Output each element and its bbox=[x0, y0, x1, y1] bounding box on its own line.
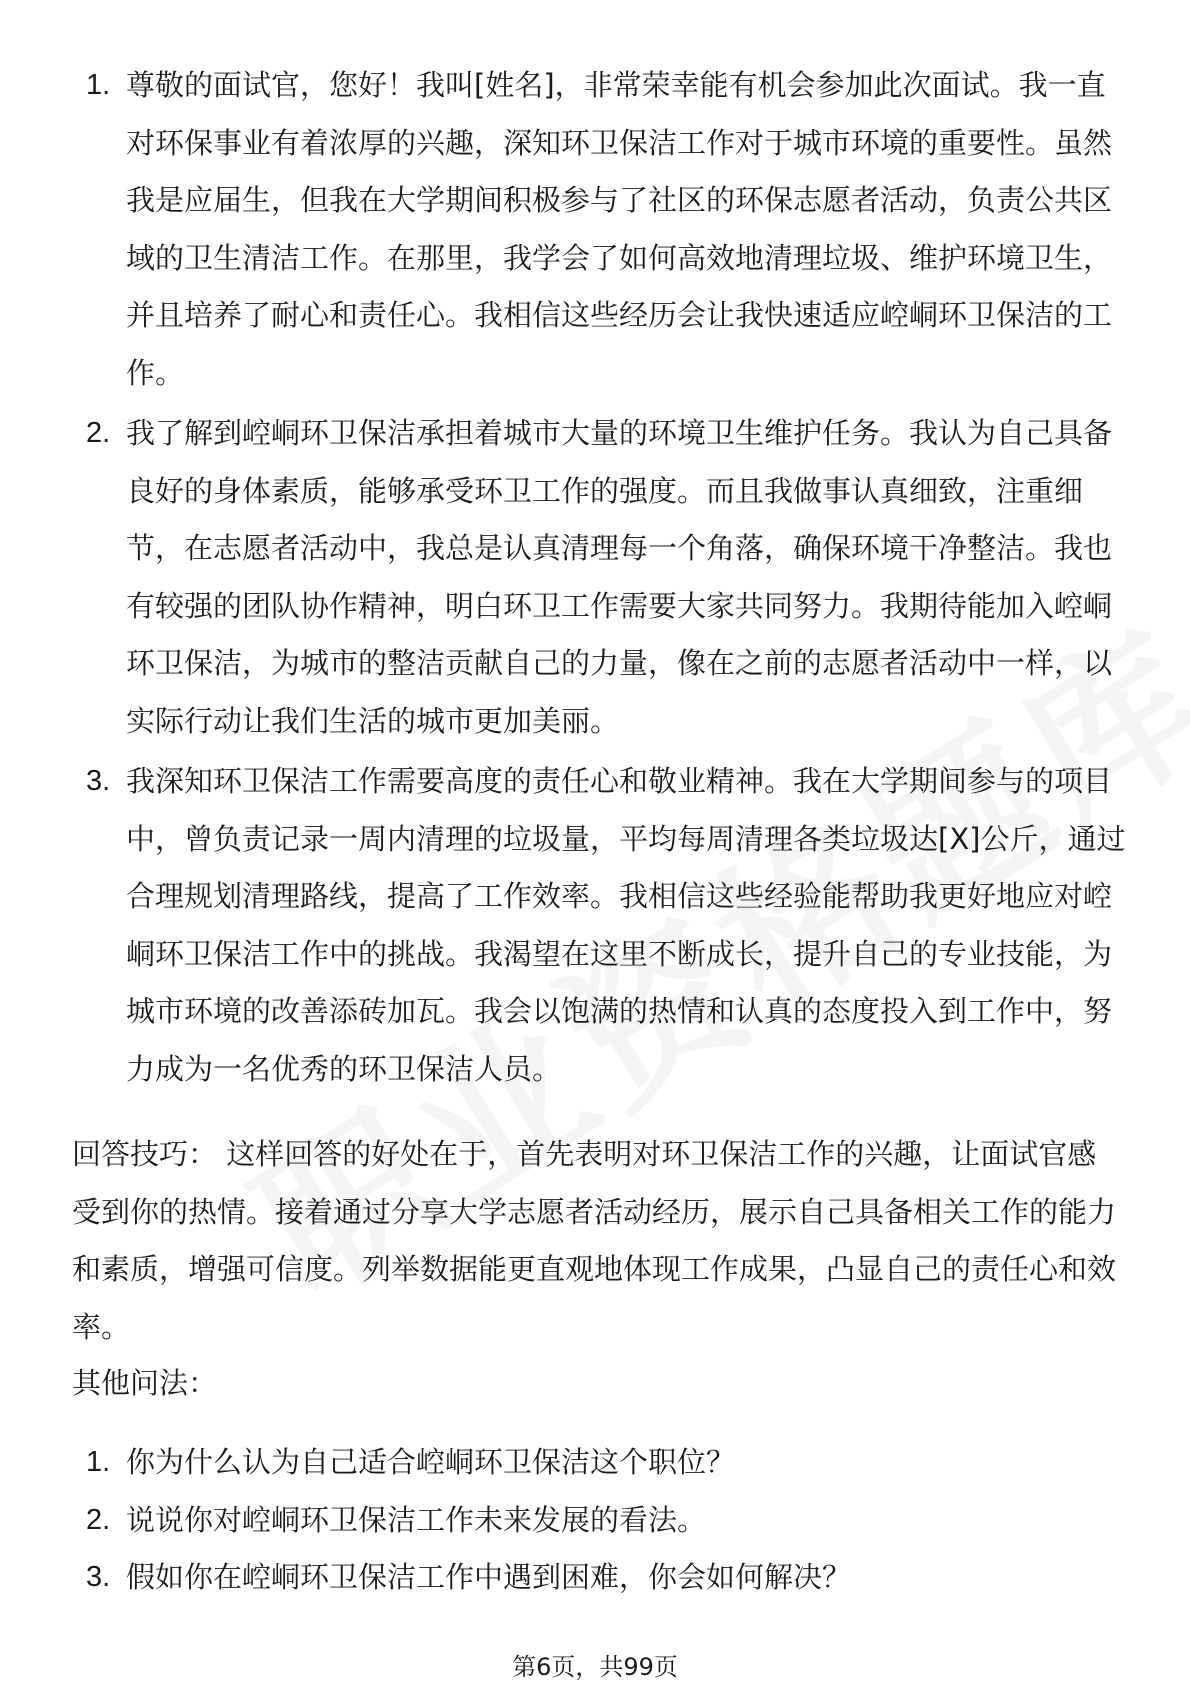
list-item-number: 1. bbox=[86, 69, 111, 101]
list-item-text: 假如你在崆峒环卫保洁工作中遇到困难，你会如何解决？ bbox=[126, 1560, 852, 1594]
list-item-number: 1. bbox=[86, 1446, 111, 1478]
list-item-text: 说说你对崆峒环卫保洁工作未来发展的看法。 bbox=[126, 1502, 707, 1537]
list-item-text: 你为什么认为自己适合崆峒环卫保洁这个职位？ bbox=[126, 1445, 736, 1479]
other-questions-list bbox=[0, 1434, 1190, 1607]
answer-tips-paragraph: 回答技巧： 这样回答的好处在于，首先表明对环卫保洁工作的兴趣，让面试官感受到你的热情。接着通过分享大学志愿者活动经历，展示自己具备相关工作的能力和素质，增强可信度。列举数据能更直观地体现工作成果，凸显自己的责任心和效率。 bbox=[72, 1137, 1117, 1344]
other-questions-heading: 其他问法： bbox=[72, 1366, 218, 1400]
list-item bbox=[0, 1434, 1190, 1492]
list-item bbox=[0, 1492, 1190, 1550]
list-item bbox=[0, 405, 1126, 750]
list-item-text: 我了解到崆峒环卫保洁承担着城市大量的环境卫生维护任务。我认为自己具备良好的身体素质，能够承受环卫工作的强度。而且我做事认真细致，注重细节，在志愿者活动中，我总是认真清理每一个角落，确保环境干净整洁。我也有较强的团队协作精神，明白环卫工作需要大家共同努力。我期待能加入崆峒环卫保洁，为城市的整洁贡献自己的力量，像在之前的志愿者活动中一样，以实际行动让我们生活的城市更加美丽。 bbox=[126, 416, 1113, 738]
list-item bbox=[0, 57, 1126, 402]
list-item-text: 我深知环卫保洁工作需要高度的责任心和敬业精神。我在大学期间参与的项目中，曾负责记录一周内清理的垃圾量，平均每周清理各类垃圾达[X]公斤，通过合理规划清理路线，提高了工作效率。我相信这些经验能帮助我更好地应对崆峒环卫保洁工作中的挑战。我渴望在这里不断成长，提升自己的专业技能，为城市环境的改善添砖加瓦。我会以饱满的热情和认真的态度投入到工作中，努力成为一名优秀的环卫保洁人员。 bbox=[126, 764, 1126, 1086]
list-item bbox=[0, 753, 1126, 1098]
page-indicator: 第6页，共99页 bbox=[512, 1653, 678, 1681]
list-item-text: 尊敬的面试官，您好！我叫[姓名]，非常荣幸能有机会参加此次面试。我一直对环保事业有着浓厚的兴趣，深知环卫保洁工作对于城市环境的重要性。虽然我是应届生，但我在大学期间积极参与了社区的环保志愿者活动，负责公共区域的卫生清洁工作。在那里，我学会了如何高效地清理垃圾、维护环境卫生，并且培养了耐心和责任心。我相信这些经历会让我快速适应崆峒环卫保洁的工作。 bbox=[126, 68, 1113, 390]
list-item-number: 2. bbox=[86, 417, 111, 449]
list-item-number: 3. bbox=[86, 1561, 111, 1593]
list-item bbox=[0, 1549, 1190, 1607]
answer-list bbox=[0, 57, 1190, 1101]
list-item-number: 2. bbox=[86, 1503, 111, 1536]
list-item-number: 3. bbox=[86, 765, 111, 797]
